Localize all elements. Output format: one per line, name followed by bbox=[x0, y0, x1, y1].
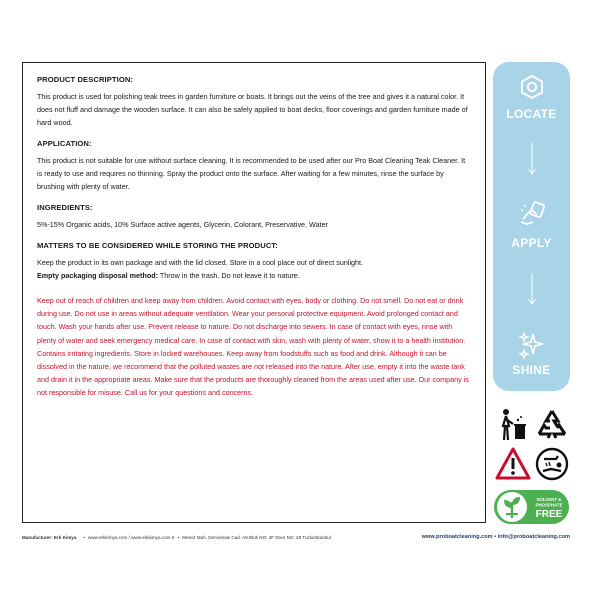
manufacturer-name: Erk Kimya bbox=[53, 534, 77, 540]
storage-heading: MATTERS TO BE CONSIDERED WHILE STORING THE PRODUCT: bbox=[37, 241, 278, 250]
manufacturer bbox=[22, 535, 76, 540]
hazard-warning-icon bbox=[495, 447, 531, 486]
email-link[interactable]: info@proboatcleaning.com bbox=[497, 534, 570, 540]
application-text: This product is not suitable for use without surface cleaning. It is recommended to be used after our Pro Boat Cleaning Teak Cleaner. It is ready to use and requires no thinning. Spray the product onto the surface. After waiting for a few minutes, rinse the surface by brushing with plenty of water. bbox=[37, 156, 466, 191]
solvent-free-badge bbox=[493, 488, 570, 531]
arrow-down-icon bbox=[493, 272, 570, 306]
ingredients-text: 5%-15% Organic acids, 10% Surface active agents, Glycerin, Colorant, Preservative, Water bbox=[37, 220, 328, 229]
manufacturer-web: www.erkkimya.com / www.erkkimya.com.tr bbox=[88, 534, 175, 540]
disposal-label: Empty packaging disposal method: bbox=[37, 271, 159, 280]
disposal-text: Throw in the trash. Do not leave it to nature. bbox=[158, 271, 300, 280]
sparkle-icon bbox=[493, 330, 570, 360]
product-label bbox=[22, 62, 486, 523]
step-label-locate: LOCATE bbox=[506, 107, 557, 121]
warning-text: Keep out of reach of children and keep away from children. Avoid contact with eyes, body or clothing. Do not smell. Do not eat or drink during use. Do not use in areas without adequate ventilation. Wear your personal protective equipment. Avoid prolonged contact and touch. Wash your hands after use. Prevent release to nature. Do not discharge into sewers. In case of contact with eyes, rinse with plenty of water and seek emergency medical care. In case of contact with skin, wash with plenty of water, show it to a health institution. Contains irritating ingredients. Store in locked warehouses. Keep away from foodstuffs such as food and drink. Although it can be dissolved in the nature, we recommend that the polluted wastes are not released into the nature. After use, empty it into the waste tank and drain it in the appropriate areas. Make sure that the products are thoroughly cleaned from the areas used after use. Our company is not responsible for misuse. Call us for your questions and concerns. bbox=[37, 296, 469, 398]
badge-line1: SOLVENT & bbox=[536, 497, 562, 502]
corrosive-icon bbox=[535, 447, 569, 486]
trash-disposal-icon bbox=[498, 408, 528, 447]
recycle-icon bbox=[535, 408, 569, 447]
manufacturer-address: Mescit Mah. Demokrasi Cad. A6 Blok NO: 3F Door NO: 28 Tuzla/Istanbul bbox=[182, 534, 331, 540]
ingredients-heading: INGREDIENTS: bbox=[37, 203, 93, 212]
storage-text: Keep the product in its own package and with the lid closed. Store in a cool place out of direct sunlight. bbox=[37, 258, 364, 267]
disposal-line bbox=[37, 269, 471, 282]
badge-line2: PHOSPHATE bbox=[535, 502, 563, 508]
badge-line3: FREE bbox=[535, 509, 563, 520]
contact-links: www.proboatcleaning.com • info@proboatcleaning.com bbox=[421, 534, 570, 540]
application-heading: APPLICATION: bbox=[37, 139, 92, 148]
manufacturer-label: Manufacturer: bbox=[22, 534, 53, 540]
step-label-apply: APPLY bbox=[511, 236, 552, 250]
footer: Manufacturer: Erk Kimya • www.erkkimya.com / www.erkkimya.com.tr • Mescit Mah. Demokrasi Cad. A6 Blok NO: 3F Door NO: 28 Tuzla/Istanbul www.proboatcleaning.com • info@proboatcleaning.com bbox=[22, 534, 570, 540]
hexagon-nut-icon bbox=[493, 74, 570, 100]
arrow-down-icon bbox=[493, 142, 570, 176]
description-text: This product is used for polishing teak trees in garden furniture or boats. It brings out the veins of the tree and gives it a natural color. It does not fluff and damage the wooden surface. It can also be safely applied to boat decks, floor coverings and garden furniture made of hard wood. bbox=[37, 92, 468, 127]
step-label-shine: SHINE bbox=[512, 363, 551, 377]
usage-steps-panel bbox=[493, 62, 570, 391]
description-heading: PRODUCT DESCRIPTION: bbox=[37, 75, 134, 84]
site-link[interactable]: www.proboatcleaning.com bbox=[421, 534, 493, 540]
spray-hand-icon bbox=[493, 198, 570, 228]
